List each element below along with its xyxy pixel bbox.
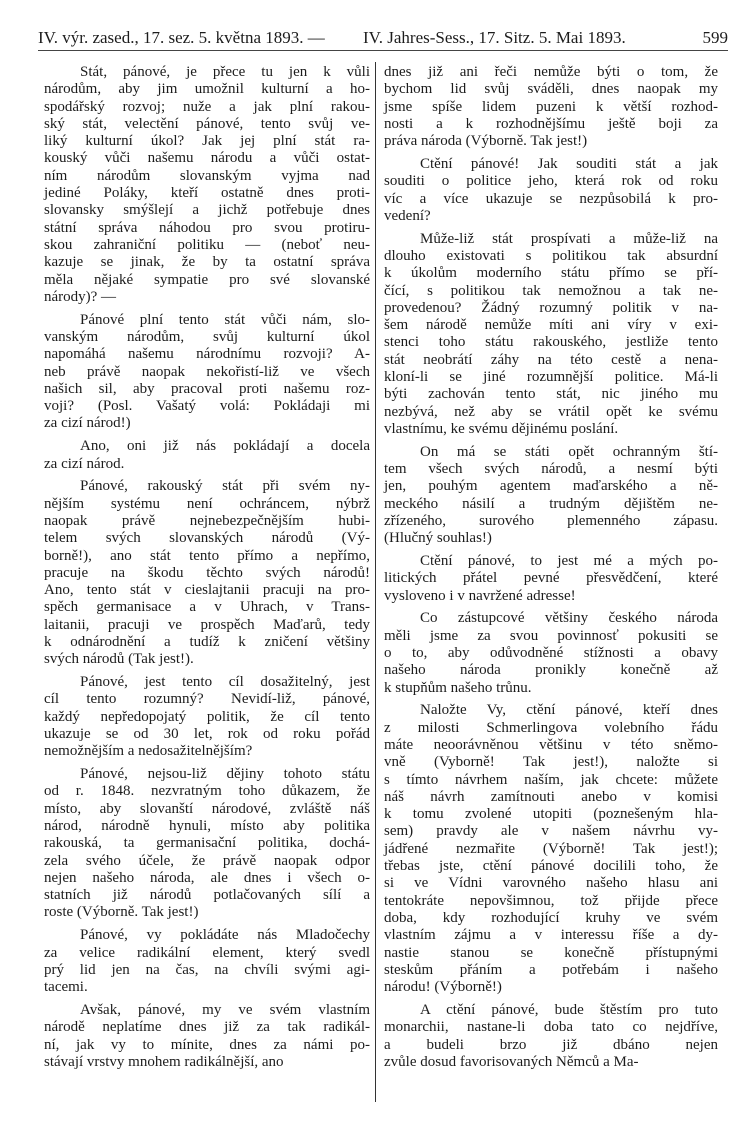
text-line: čící, s politikou tak nemožnou a tak ne- (384, 282, 718, 299)
text-line: víc a více ukazuje se nezpůsobilá k pro- (384, 190, 718, 207)
text-line: kloní-li se jiné rozumnější politice. Má-li (384, 369, 718, 386)
text-line: práva národa (Výborně. Tak jest!) (384, 133, 588, 150)
text-line: národy)? — (44, 288, 117, 305)
text-line: náš návrh zamítnouti anebo v komisi (384, 788, 718, 805)
text-line: nastie stanou se konečně přístupnými (384, 944, 718, 961)
text-line: vysloveno i v navržené adresse! (384, 587, 576, 604)
paragraph (384, 231, 718, 439)
text-line: Stát, pánové, je přece tu jen k vůli (80, 64, 370, 80)
text-line: za cizí národ. (44, 455, 125, 472)
text-line: slovansky smýšlejí a jichž potřebuje dnes (44, 202, 370, 219)
paragraph (384, 1002, 718, 1071)
text-line: nezbývá, než aby se vrátil opět ke svému (384, 403, 718, 420)
text-line: Ctění pánové! Jak souditi stát a jak (420, 155, 718, 172)
text-line: národům, aby jim umožnil kulturní a ho- (44, 81, 370, 98)
text-line: k stupňům našeho trůnu. (384, 679, 532, 696)
text-line: Může-liž stát prospívati a může-liž na (420, 230, 718, 247)
paragraph (44, 1002, 370, 1071)
text-line: tacemi. (44, 979, 88, 996)
text-line: za cizí národ!) (44, 415, 131, 432)
text-line: vně (Vyborně! Tak jest!), naložte si (384, 754, 718, 771)
text-line: Pánové, rakouský stát při svém ny- (80, 478, 370, 495)
text-line: národ, národně hynuli, místo aby politika (44, 817, 370, 834)
text-line: napomáhá našemu národnímu rozvoji? A- (44, 346, 370, 363)
text-line: z milosti Schmerlingova volebního řádu (384, 719, 718, 736)
text-line: vedení? (384, 207, 431, 224)
text-line: On má se státi opět ochranným ští- (420, 443, 718, 460)
text-line: skou zahraniční politiku — (neboť neu- (44, 236, 370, 253)
text-line: k tomu zvolené utopiti (poznešeným hla- (384, 806, 718, 823)
text-line: voji? (Posl. Vašatý volá: Pokládaji mi (44, 398, 370, 415)
paragraph (384, 444, 718, 548)
text-line: od r. 1848. nezvratným toho důkazem, že (44, 783, 370, 800)
text-line: ský stát, velectění pánové, tento svůj ve- (44, 115, 370, 132)
text-line: Avšak, pánové, my ve svém vlastním (80, 1001, 370, 1018)
text-line: jádřené nezmařite (Výborně! Tak jest!); (384, 840, 718, 857)
paragraph (44, 438, 370, 473)
text-line: liký kulturní úkol? Jak jej plní stát ra- (44, 133, 370, 150)
text-line: ním národům slovanským vyjma nad (44, 167, 370, 184)
text-line: místo, aby slovanští národové, zvláště náš (44, 800, 370, 817)
paragraph (44, 312, 370, 433)
text-line: borně!), ano stát tento přímo a nepřímo, (44, 547, 370, 564)
text-line: tentokráte nepovšimnou, tož přijde přece (384, 892, 718, 909)
text-line: státní správa náhodou pro svou protiru- (44, 219, 370, 236)
paragraph (44, 674, 370, 760)
header-czech: IV. výr. zased., 17. sez. 5. května 1893. — (38, 28, 325, 47)
text-line: prý lid jen na čas, na chvíli svými agi- (44, 961, 370, 978)
text-line: pracuje na škodu těchto svých národů! (44, 564, 370, 581)
text-line: rakouská, ta germanisační politika, dochá- (44, 835, 370, 852)
text-line: Ano, oni již nás pokládají a docela (80, 438, 370, 455)
text-line: sem) pravdy ale v našem návrhu vy- (384, 823, 718, 840)
text-line: měla nějaké sympatie pro své slovanské (44, 271, 370, 288)
paragraph (44, 64, 370, 306)
text-line: k odnárodnění a tudíž k zničení většiny (44, 634, 370, 650)
text-line: jediné Poláky, kteří ostatně dnes proti- (44, 185, 370, 202)
text-line: k úkolům moderního státu přímo se pří- (384, 265, 718, 282)
text-line: vlastním zájmu a v interessu říše a dy- (384, 927, 718, 944)
text-line: naopak právě nejnebezpečnějším hubi- (44, 512, 370, 529)
text-line: kouský vůči našemu národu a vůči ostat- (44, 150, 370, 167)
page-number: 599 (702, 28, 728, 47)
text-line: měli jsme za svou povinnosť pokusiti se (384, 627, 718, 644)
text-line: souditi o politice jeho, která rok od roku (384, 173, 718, 190)
text-line: spěch germanisace a v Uhrach, v Trans- (44, 599, 370, 616)
paragraph (44, 478, 370, 668)
right-column (384, 64, 718, 1071)
paragraph (384, 553, 718, 605)
text-line: máte neoorávněnou většinu v této sněmo- (384, 736, 718, 753)
text-line: o to, aby odůvodněné stížnosti a obavy (384, 645, 718, 661)
text-line: telem svých slovanských národů (Vý- (44, 530, 370, 547)
text-line: Ano, tento stát v cieslajtanii pracuji na pro- (44, 582, 370, 599)
text-line: Pánové, nejsou-liž dějiny tohoto státu (80, 766, 370, 783)
text-line: statních již národů potlačovaných sílí a (44, 887, 370, 904)
text-line: Pánové, jest tento cíl dosažitelný, jest (80, 674, 370, 691)
text-line: Naložte Vy, ctění pánové, kteří dnes (420, 702, 718, 719)
text-line: monarchii, nastane-li doba tato co nejdříve, (384, 1019, 718, 1036)
text-line: býti zachován tento stát, nic jiného mu (384, 386, 718, 403)
running-header (38, 28, 728, 51)
text-line: roste (Výborně. Tak jest!) (44, 904, 199, 921)
text-line: vlastnímu, ke svému dějinému poslání. (384, 420, 619, 437)
text-line: nemožnějším a nedosažitelnějším? (44, 743, 253, 760)
paragraph (384, 64, 718, 150)
text-line: meckého násilí a trudným dějištěm ne- (384, 495, 718, 512)
text-line: zela svého účele, že právě naopak odpor (44, 852, 370, 869)
text-line: laitanii, pracuji ve prospěch Maďarů, tedy (44, 616, 370, 633)
text-line: národu! (Výborně!) (384, 979, 502, 996)
paragraph (384, 610, 718, 696)
text-line: steskům přáním a potřebám i našeho (384, 961, 718, 978)
text-line: neb právě naopak nekořistí-liž ve všech (44, 363, 370, 380)
text-line: našich sil, aby pracoval proti našemu roz- (44, 380, 370, 397)
paragraph (384, 702, 718, 996)
text-line: jen, pouhým agentem maďarského a ně- (384, 478, 718, 495)
text-line: tem všech svých národů, a nesmí býti (384, 461, 718, 478)
paragraph (44, 927, 370, 996)
text-line: cíl tento rozumný? Nevidí-liž, pánové, (44, 691, 370, 708)
paragraph (44, 766, 370, 922)
left-column (44, 64, 370, 1071)
text-line: provedenou? Žádný rozumný politik v na- (384, 299, 718, 316)
column-divider (375, 62, 376, 1102)
text-line: spodářský rozvoj; nuže a jak plní rakou- (44, 98, 370, 115)
text-line: zvůle dosud favorisovaných Němců a Ma- (384, 1053, 639, 1070)
text-line: našeho národa pronikly konečně až (384, 662, 718, 679)
text-line: kazuje se jinak, že by ta ostatní správa (44, 254, 370, 271)
text-line: ukazuje se od 30 let, rok od roku pořád (44, 725, 370, 742)
header-german: IV. Jahres-Sess., 17. Sitz. 5. Mai 1893. (363, 28, 626, 47)
text-line: každý nepředopojatý politik, že cíl tento (44, 708, 370, 725)
text-line: A ctění pánové, bude štěstím pro tuto (420, 1001, 718, 1018)
text-line: a budeli brzo již dbáno nejen (384, 1036, 718, 1053)
text-line: Pánové plní tento stát vůči nám, slo- (80, 311, 370, 328)
text-line: (Hlučný souhlas!) (384, 530, 492, 547)
text-line: ní, jak vy to mínite, dnes za námi po- (44, 1036, 370, 1053)
text-line: stenci toho státu rakouského, jestliže tento (384, 334, 718, 351)
text-line: třebas jste, ctění pánové docilili toho, že (384, 858, 718, 875)
text-line: za velice radikální element, který svedl (44, 944, 370, 961)
text-line: Ctění pánové, to jest mé a mých po- (420, 553, 718, 570)
text-line: si ve Vídni varovného našeho hlasu ani (384, 875, 718, 892)
text-line: nosti a k rozhodnějšímu ještě boji za (384, 115, 718, 132)
paragraph (384, 156, 718, 225)
text-line: doba, kdy rozhodující kruhy ve svém (384, 909, 718, 926)
text-line: nějším systému není ochráncem, nýbrž (44, 495, 370, 512)
text-line: šem národě nemůže míti ani víry v exi- (384, 317, 718, 334)
text-line: svých národů (Tak jest!). (44, 651, 194, 668)
text-line: jsme spíše lidem puzeni k větší rozhod- (384, 98, 718, 115)
text-line: vanským národům, svůj kulturní úkol (44, 328, 370, 345)
text-line: národě neplatíme dnes již za tak radikál- (44, 1019, 370, 1036)
text-line: nejen našeho národa, ale dnes i všech o- (44, 869, 370, 886)
text-line: s tímto návrhem naším, jak chcete: můžete (384, 771, 718, 788)
text-line: dnes již ani řeči nemůže býti o tom, že (384, 64, 718, 80)
text-line: dlouho existovati s politikou tak absurdní (384, 247, 718, 264)
text-line: stát neobrátí záhy na této cestě a nena- (384, 351, 718, 368)
text-line: Pánové, vy pokládáte nás Mladočechy (80, 927, 370, 944)
text-line: litických přátel pevné přesvědčení, které (384, 570, 718, 587)
text-line: stávají vrstvy mnohem radikálnější, ano (44, 1053, 284, 1070)
text-line: Co zástupcové většiny českého národa (420, 610, 718, 627)
text-line: zřízeného, surového plemenného zápasu. (384, 512, 718, 529)
text-line: bychom lid svůj sváděli, dnes naopak my (384, 81, 718, 98)
